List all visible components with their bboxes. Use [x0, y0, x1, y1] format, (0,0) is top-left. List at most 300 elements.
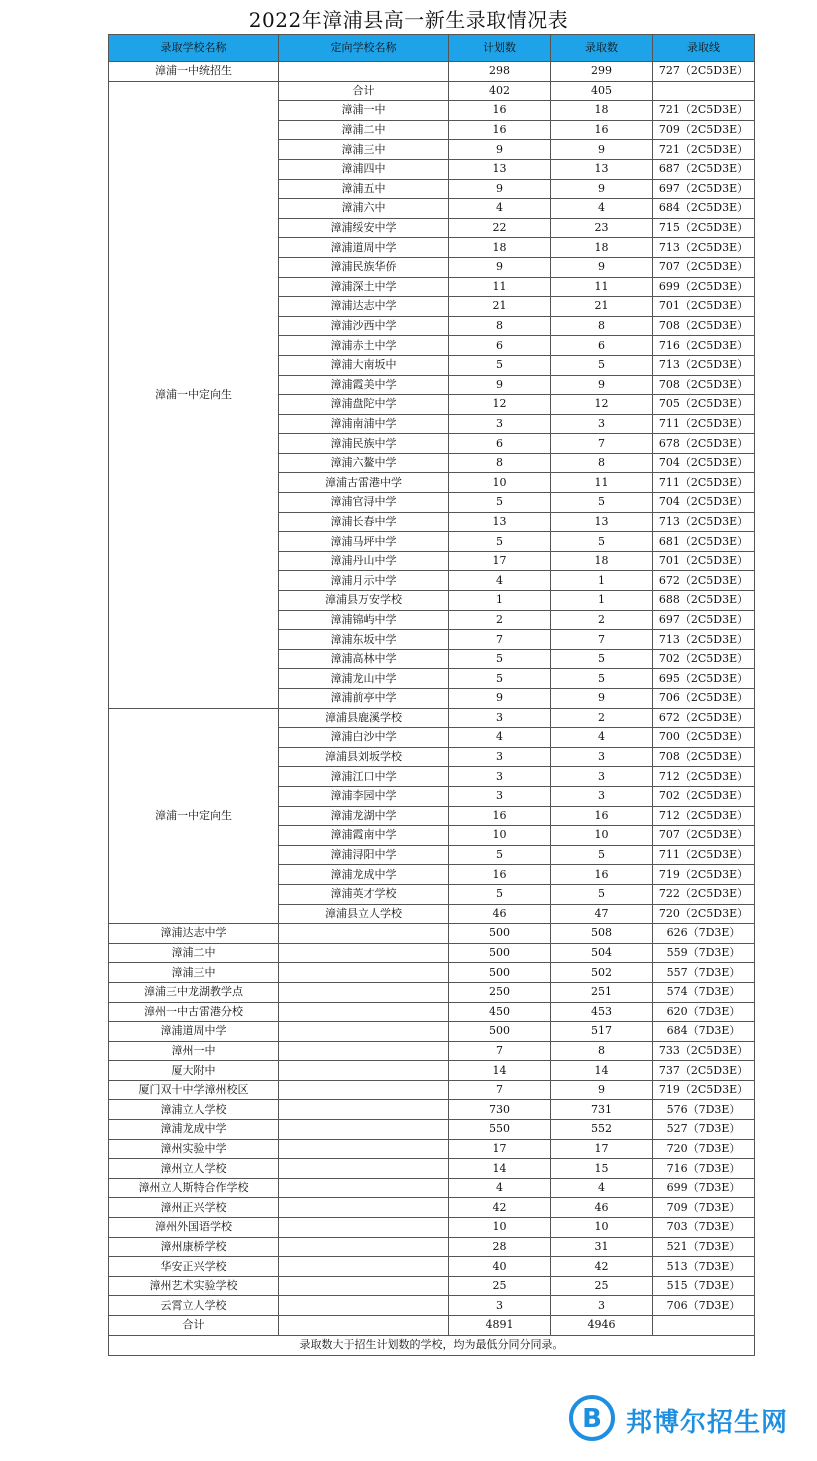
- cell-line: 705（2C5D3E）: [653, 395, 755, 415]
- cell-plan: 9: [449, 689, 551, 709]
- cell-line: 720（2C5D3E）: [653, 904, 755, 924]
- cell-target: 漳浦赤土中学: [279, 336, 449, 356]
- cell-target: 漳浦县立人学校: [279, 904, 449, 924]
- cell-target: [279, 1237, 449, 1257]
- cell-admit: 7: [551, 434, 653, 454]
- cell-admit: 21: [551, 297, 653, 317]
- cell-line: 722（2C5D3E）: [653, 884, 755, 904]
- cell-target: 合计: [279, 81, 449, 101]
- cell-admit: 552: [551, 1120, 653, 1140]
- cell-target: 漳浦霞美中学: [279, 375, 449, 395]
- cell-admit: 1: [551, 591, 653, 611]
- cell-line: 716（7D3E）: [653, 1159, 755, 1179]
- cell-line: 719（2C5D3E）: [653, 865, 755, 885]
- cell-line: 699（7D3E）: [653, 1178, 755, 1198]
- cell-admit: 502: [551, 963, 653, 983]
- cell-school: 漳州立人学校: [109, 1159, 279, 1179]
- cell-line: 702（2C5D3E）: [653, 786, 755, 806]
- cell-plan: 14: [449, 1061, 551, 1081]
- total-line: [653, 1316, 755, 1336]
- footnote: 录取数大于招生计划数的学校，均为最低分同分同录。: [109, 1335, 755, 1355]
- cell-plan: 7: [449, 1041, 551, 1061]
- cell-admit: 9: [551, 375, 653, 395]
- cell-plan: 9: [449, 140, 551, 160]
- cell-plan: 730: [449, 1100, 551, 1120]
- cell-admit: 17: [551, 1139, 653, 1159]
- cell-plan: 13: [449, 512, 551, 532]
- cell-school: 漳浦三中龙湖教学点: [109, 982, 279, 1002]
- cell-admit: 18: [551, 101, 653, 121]
- table-row: [109, 1041, 755, 1061]
- cell-admit: 42: [551, 1257, 653, 1277]
- table-row: [109, 1276, 755, 1296]
- cell-admit: 299: [551, 62, 653, 82]
- cell-plan: 9: [449, 257, 551, 277]
- cell-target: [279, 1296, 449, 1316]
- cell-target: 漳浦英才学校: [279, 884, 449, 904]
- cell-plan: 13: [449, 159, 551, 179]
- cell-line: 672（2C5D3E）: [653, 708, 755, 728]
- cell-line: 720（7D3E）: [653, 1139, 755, 1159]
- cell-target: 漳浦六中: [279, 199, 449, 219]
- cell-line: 684（2C5D3E）: [653, 199, 755, 219]
- cell-target: 漳浦马坪中学: [279, 532, 449, 552]
- cell-line: 688（2C5D3E）: [653, 591, 755, 611]
- cell-plan: 5: [449, 884, 551, 904]
- cell-admit: 5: [551, 649, 653, 669]
- cell-school: 漳州立人斯特合作学校: [109, 1178, 279, 1198]
- table-row: [109, 81, 755, 101]
- cell-plan: 6: [449, 336, 551, 356]
- cell-target: [279, 1139, 449, 1159]
- cell-plan: 7: [449, 1080, 551, 1100]
- cell-line: 681（2C5D3E）: [653, 532, 755, 552]
- cell-admit: 31: [551, 1237, 653, 1257]
- cell-target: 漳浦县刘坂学校: [279, 747, 449, 767]
- cell-target: 漳浦东坂中学: [279, 630, 449, 650]
- cell-plan: 500: [449, 963, 551, 983]
- cell-line: 715（2C5D3E）: [653, 218, 755, 238]
- cell-target: 漳浦五中: [279, 179, 449, 199]
- cell-admit: 2: [551, 610, 653, 630]
- cell-plan: 7: [449, 630, 551, 650]
- cell-line: 721（2C5D3E）: [653, 140, 755, 160]
- admission-table: [108, 34, 755, 1356]
- cell-line: 513（7D3E）: [653, 1257, 755, 1277]
- cell-school: 漳州康桥学校: [109, 1237, 279, 1257]
- header-line: 录取线: [653, 35, 755, 62]
- cell-line: 713（2C5D3E）: [653, 355, 755, 375]
- cell-plan: 18: [449, 238, 551, 258]
- cell-admit: 25: [551, 1276, 653, 1296]
- cell-school: 云霄立人学校: [109, 1296, 279, 1316]
- cell-admit: 3: [551, 767, 653, 787]
- cell-target: 漳浦龙山中学: [279, 669, 449, 689]
- cell-admit: 14: [551, 1061, 653, 1081]
- cell-target: 漳浦一中: [279, 101, 449, 121]
- cell-plan: 5: [449, 493, 551, 513]
- cell-plan: 28: [449, 1237, 551, 1257]
- cell-plan: 5: [449, 355, 551, 375]
- cell-plan: 25: [449, 1276, 551, 1296]
- cell-target: [279, 1002, 449, 1022]
- table-row: [109, 1080, 755, 1100]
- cell-admit: 13: [551, 512, 653, 532]
- table-row: [109, 943, 755, 963]
- page-title: 2022年漳浦县高一新生录取情况表: [248, 8, 569, 32]
- cell-admit: 18: [551, 551, 653, 571]
- cell-plan: 500: [449, 943, 551, 963]
- cell-plan: 550: [449, 1120, 551, 1140]
- cell-admit: 8: [551, 453, 653, 473]
- cell-plan: 500: [449, 1022, 551, 1042]
- cell-line: 712（2C5D3E）: [653, 767, 755, 787]
- cell-school: 漳浦立人学校: [109, 1100, 279, 1120]
- cell-line: 708（2C5D3E）: [653, 316, 755, 336]
- cell-plan: 16: [449, 101, 551, 121]
- cell-admit: 8: [551, 1041, 653, 1061]
- cell-plan: 46: [449, 904, 551, 924]
- cell-target: 漳浦六鳌中学: [279, 453, 449, 473]
- cell-plan: 8: [449, 316, 551, 336]
- cell-target: [279, 1316, 449, 1336]
- cell-plan: 5: [449, 845, 551, 865]
- cell-target: 漳浦月示中学: [279, 571, 449, 591]
- cell-school: 漳浦龙成中学: [109, 1120, 279, 1140]
- cell-school: 厦大附中: [109, 1061, 279, 1081]
- cell-target: 漳浦四中: [279, 159, 449, 179]
- cell-target: [279, 1178, 449, 1198]
- table-row: [109, 963, 755, 983]
- cell-line: 574（7D3E）: [653, 982, 755, 1002]
- cell-plan: 6: [449, 434, 551, 454]
- cell-target: 漳浦浔阳中学: [279, 845, 449, 865]
- table-row: [109, 1022, 755, 1042]
- cell-target: [279, 1100, 449, 1120]
- cell-plan: 16: [449, 865, 551, 885]
- header-target-school: 定向学校名称: [279, 35, 449, 62]
- cell-school: 漳浦达志中学: [109, 924, 279, 944]
- header-admit: 录取数: [551, 35, 653, 62]
- cell-admit: 731: [551, 1100, 653, 1120]
- cell-admit: 10: [551, 826, 653, 846]
- cell-line: 684（7D3E）: [653, 1022, 755, 1042]
- cell-admit: 5: [551, 669, 653, 689]
- cell-line: 719（2C5D3E）: [653, 1080, 755, 1100]
- cell-target: 漳浦道周中学: [279, 238, 449, 258]
- cell-target: 漳浦龙成中学: [279, 865, 449, 885]
- cell-target: [279, 924, 449, 944]
- cell-plan: 5: [449, 532, 551, 552]
- cell-line: 707（2C5D3E）: [653, 826, 755, 846]
- cell-line: 626（7D3E）: [653, 924, 755, 944]
- cell-line: 695（2C5D3E）: [653, 669, 755, 689]
- cell-admit: 5: [551, 845, 653, 865]
- cell-line: 699（2C5D3E）: [653, 277, 755, 297]
- cell-target: [279, 1022, 449, 1042]
- cell-target: 漳浦古雷港中学: [279, 473, 449, 493]
- cell-target: 漳浦民族中学: [279, 434, 449, 454]
- cell-line: 701（2C5D3E）: [653, 297, 755, 317]
- cell-line: 711（2C5D3E）: [653, 845, 755, 865]
- svg-text:B: B: [582, 1404, 602, 1434]
- cell-target: 漳浦盘陀中学: [279, 395, 449, 415]
- cell-line: 527（7D3E）: [653, 1120, 755, 1140]
- cell-school: 漳州实验中学: [109, 1139, 279, 1159]
- cell-line: 713（2C5D3E）: [653, 238, 755, 258]
- cell-line: 704（2C5D3E）: [653, 493, 755, 513]
- cell-admit: 5: [551, 493, 653, 513]
- cell-target: 漳浦绥安中学: [279, 218, 449, 238]
- cell-target: 漳浦白沙中学: [279, 728, 449, 748]
- table-row: [109, 1159, 755, 1179]
- cell-line: 733（2C5D3E）: [653, 1041, 755, 1061]
- cell-admit: 18: [551, 238, 653, 258]
- cell-admit: 4: [551, 728, 653, 748]
- cell-admit: 6: [551, 336, 653, 356]
- cell-target: [279, 943, 449, 963]
- cell-target: 漳浦县鹿溪学校: [279, 708, 449, 728]
- cell-target: 漳浦官浔中学: [279, 493, 449, 513]
- cell-plan: 500: [449, 924, 551, 944]
- cell-plan: 9: [449, 179, 551, 199]
- cell-admit: 10: [551, 1218, 653, 1238]
- table-row: [109, 1100, 755, 1120]
- cell-line: 702（2C5D3E）: [653, 649, 755, 669]
- cell-plan: 3: [449, 708, 551, 728]
- cell-admit: 517: [551, 1022, 653, 1042]
- cell-target: [279, 62, 449, 82]
- note-row: [109, 1335, 755, 1355]
- cell-admit: 4: [551, 1178, 653, 1198]
- table-row: [109, 1139, 755, 1159]
- cell-target: 漳浦前亭中学: [279, 689, 449, 709]
- cell-target: 漳浦大南坂中: [279, 355, 449, 375]
- cell-school: 漳浦二中: [109, 943, 279, 963]
- cell-admit: 16: [551, 120, 653, 140]
- cell-line: 708（2C5D3E）: [653, 375, 755, 395]
- total-admit: 4946: [551, 1316, 653, 1336]
- cell-line: 704（2C5D3E）: [653, 453, 755, 473]
- cell-target: 漳浦高林中学: [279, 649, 449, 669]
- cell-target: 漳浦三中: [279, 140, 449, 160]
- table-header: [109, 35, 755, 62]
- cell-line: 687（2C5D3E）: [653, 159, 755, 179]
- table-row: [109, 1257, 755, 1277]
- cell-admit: 3: [551, 786, 653, 806]
- cell-admit: 5: [551, 355, 653, 375]
- cell-target: 漳浦丹山中学: [279, 551, 449, 571]
- cell-admit: 12: [551, 395, 653, 415]
- cell-line: 737（2C5D3E）: [653, 1061, 755, 1081]
- cell-plan: 14: [449, 1159, 551, 1179]
- cell-school: 漳浦三中: [109, 963, 279, 983]
- cell-plan: 8: [449, 453, 551, 473]
- table-row: [109, 1296, 755, 1316]
- cell-admit: 15: [551, 1159, 653, 1179]
- cell-line: 708（2C5D3E）: [653, 747, 755, 767]
- cell-plan: 4: [449, 571, 551, 591]
- cell-line: 706（7D3E）: [653, 1296, 755, 1316]
- cell-target: 漳浦县万安学校: [279, 591, 449, 611]
- cell-line: 711（2C5D3E）: [653, 414, 755, 434]
- cell-line: 557（7D3E）: [653, 963, 755, 983]
- cell-plan: 10: [449, 826, 551, 846]
- cell-line: 700（2C5D3E）: [653, 728, 755, 748]
- cell-admit: 47: [551, 904, 653, 924]
- cell-admit: 9: [551, 1080, 653, 1100]
- cell-line: 727（2C5D3E）: [653, 62, 755, 82]
- cell-plan: 4: [449, 199, 551, 219]
- cell-target: [279, 1061, 449, 1081]
- cell-school: 漳州艺术实验学校: [109, 1276, 279, 1296]
- cell-school-group: 漳浦一中定向生: [109, 81, 279, 708]
- cell-school: 漳浦一中统招生: [109, 62, 279, 82]
- cell-line: 716（2C5D3E）: [653, 336, 755, 356]
- table-row: [109, 1120, 755, 1140]
- cell-school: 漳州正兴学校: [109, 1198, 279, 1218]
- cell-plan: 3: [449, 747, 551, 767]
- cell-school-group: 漳浦一中定向生: [109, 708, 279, 924]
- cell-admit: 11: [551, 473, 653, 493]
- table-row: [109, 924, 755, 944]
- table-row: [109, 1218, 755, 1238]
- cell-line: 709（7D3E）: [653, 1198, 755, 1218]
- cell-admit: 8: [551, 316, 653, 336]
- cell-target: 漳浦沙西中学: [279, 316, 449, 336]
- cell-plan: 17: [449, 551, 551, 571]
- cell-target: 漳浦民族华侨: [279, 257, 449, 277]
- cell-target: [279, 1080, 449, 1100]
- total-row: [109, 1316, 755, 1336]
- cell-admit: 251: [551, 982, 653, 1002]
- cell-plan: 3: [449, 414, 551, 434]
- cell-plan: 250: [449, 982, 551, 1002]
- table-row: [109, 1002, 755, 1022]
- cell-target: [279, 1120, 449, 1140]
- watermark-text: 邦博尔招生网: [626, 1408, 789, 1438]
- header-plan: 计划数: [449, 35, 551, 62]
- cell-line: 701（2C5D3E）: [653, 551, 755, 571]
- cell-line: 697（2C5D3E）: [653, 610, 755, 630]
- cell-target: [279, 982, 449, 1002]
- cell-admit: 23: [551, 218, 653, 238]
- cell-school: 华安正兴学校: [109, 1257, 279, 1277]
- cell-plan: 21: [449, 297, 551, 317]
- table-row: [109, 1198, 755, 1218]
- cell-line: 678（2C5D3E）: [653, 434, 755, 454]
- cell-target: 漳浦龙湖中学: [279, 806, 449, 826]
- cell-admit: 4: [551, 199, 653, 219]
- cell-plan: 17: [449, 1139, 551, 1159]
- cell-plan: 10: [449, 473, 551, 493]
- cell-target: 漳浦二中: [279, 120, 449, 140]
- cell-plan: 10: [449, 1218, 551, 1238]
- cell-admit: 1: [551, 571, 653, 591]
- cell-target: [279, 1257, 449, 1277]
- table-row: [109, 982, 755, 1002]
- cell-admit: 9: [551, 179, 653, 199]
- cell-admit: 508: [551, 924, 653, 944]
- cell-admit: 9: [551, 140, 653, 160]
- cell-target: 漳浦李园中学: [279, 786, 449, 806]
- cell-plan: 298: [449, 62, 551, 82]
- cell-plan: 1: [449, 591, 551, 611]
- cell-admit: 5: [551, 532, 653, 552]
- cell-admit: 3: [551, 747, 653, 767]
- cell-target: 漳浦霞南中学: [279, 826, 449, 846]
- cell-target: [279, 1276, 449, 1296]
- cell-line: 521（7D3E）: [653, 1237, 755, 1257]
- cell-plan: 4: [449, 728, 551, 748]
- cell-line: 697（2C5D3E）: [653, 179, 755, 199]
- table-row: [109, 62, 755, 82]
- cell-line: 711（2C5D3E）: [653, 473, 755, 493]
- cell-plan: 3: [449, 1296, 551, 1316]
- cell-target: [279, 963, 449, 983]
- cell-plan: 11: [449, 277, 551, 297]
- cell-school: 漳州外国语学校: [109, 1218, 279, 1238]
- cell-plan: 3: [449, 786, 551, 806]
- cell-target: 漳浦深土中学: [279, 277, 449, 297]
- cell-admit: 405: [551, 81, 653, 101]
- cell-target: 漳浦江口中学: [279, 767, 449, 787]
- cell-school: 漳州一中: [109, 1041, 279, 1061]
- cell-admit: 2: [551, 708, 653, 728]
- table-row: [109, 1178, 755, 1198]
- cell-plan: 5: [449, 669, 551, 689]
- cell-plan: 4: [449, 1178, 551, 1198]
- cell-target: 漳浦锦屿中学: [279, 610, 449, 630]
- cell-plan: 16: [449, 120, 551, 140]
- cell-line: 576（7D3E）: [653, 1100, 755, 1120]
- cell-target: [279, 1159, 449, 1179]
- cell-plan: 22: [449, 218, 551, 238]
- cell-admit: 11: [551, 277, 653, 297]
- cell-admit: 46: [551, 1198, 653, 1218]
- cell-line: 620（7D3E）: [653, 1002, 755, 1022]
- cell-target: 漳浦南浦中学: [279, 414, 449, 434]
- cell-admit: 3: [551, 1296, 653, 1316]
- cell-target: [279, 1041, 449, 1061]
- cell-line: [653, 81, 755, 101]
- cell-target: [279, 1198, 449, 1218]
- cell-admit: 16: [551, 865, 653, 885]
- cell-plan: 5: [449, 649, 551, 669]
- cell-school: 漳州一中古雷港分校: [109, 1002, 279, 1022]
- cell-admit: 9: [551, 689, 653, 709]
- cell-line: 713（2C5D3E）: [653, 512, 755, 532]
- cell-line: 721（2C5D3E）: [653, 101, 755, 121]
- cell-plan: 16: [449, 806, 551, 826]
- table-row: [109, 708, 755, 728]
- table-body: [109, 62, 755, 1356]
- cell-target: [279, 1218, 449, 1238]
- cell-admit: 504: [551, 943, 653, 963]
- cell-line: 672（2C5D3E）: [653, 571, 755, 591]
- cell-line: 707（2C5D3E）: [653, 257, 755, 277]
- watermark: [568, 1394, 808, 1446]
- header-school: 录取学校名称: [109, 35, 279, 62]
- table-row: [109, 1061, 755, 1081]
- cell-plan: 42: [449, 1198, 551, 1218]
- cell-plan: 3: [449, 767, 551, 787]
- cell-target: 漳浦达志中学: [279, 297, 449, 317]
- cell-admit: 16: [551, 806, 653, 826]
- cell-line: 559（7D3E）: [653, 943, 755, 963]
- cell-line: 706（2C5D3E）: [653, 689, 755, 709]
- cell-plan: 40: [449, 1257, 551, 1277]
